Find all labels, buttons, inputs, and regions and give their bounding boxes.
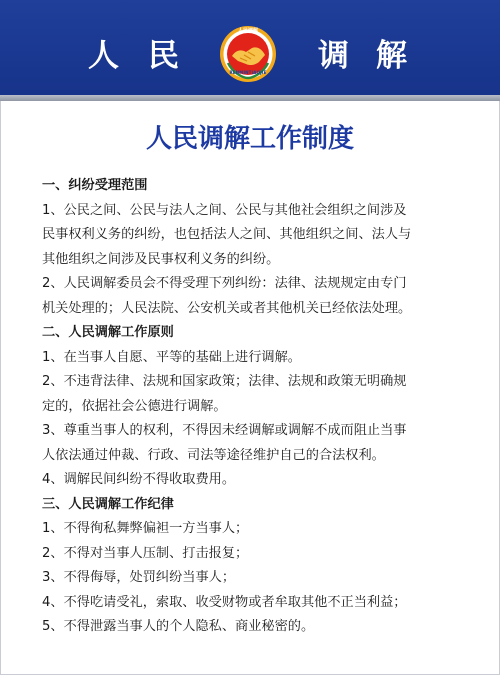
rule-line: 民事权利义务的纠纷，也包括法人之间、其他组织之间、法人与 (42, 227, 412, 242)
page-title: 人民调解工作制度 (145, 124, 354, 154)
header-divider (0, 95, 500, 101)
rule-line: 4、不得吃请受礼，索取、收受财物或者牟取其他不正当利益； (42, 594, 407, 610)
rule-line: 3、尊重当事人的权利，不得因未经调解或调解不成而阻止当事 (42, 423, 407, 438)
rule-line: 人依法通过仲裁、行政、司法等途径维护自己的合法权利。 (42, 447, 385, 463)
rule-line: 1、公民之间、公民与法人之间、公民与其他社会组织之间涉及 (42, 202, 407, 218)
rule-line: 3、不得侮辱，处罚纠纷当事人； (42, 570, 236, 585)
rule-line: 1、在当事人自愿、平等的基础上进行调解。 (42, 349, 301, 365)
rule-line: 1、不得徇私舞弊偏袒一方当事人； (42, 521, 249, 536)
rule-line: 机关处理的；人民法院、公安机关或者其他机关已经依法处理。 (42, 300, 412, 316)
rule-line: 2、不违背法律、法规和国家政策；法律、法规和政策无明确规 (42, 374, 407, 389)
rule-line: 定的，依据社会公德进行调解。 (42, 398, 227, 414)
rule-line: 4、调解民间纠纷不得收取费用。 (42, 472, 236, 487)
header-char: 调 (318, 38, 349, 74)
header-band (0, 0, 500, 95)
section-heading: 二、人民调解工作原则 (42, 325, 174, 340)
section-heading: 三、人民调解工作纪律 (42, 496, 174, 512)
header-char: 解 (376, 38, 407, 74)
rule-line: 其他组织之间涉及民事权利义务的纠纷。 (42, 251, 280, 267)
header-char: 民 (148, 38, 179, 74)
header-char: 人 (88, 38, 119, 74)
section-heading: 一、纠纷受理范围 (42, 178, 148, 193)
rule-line: 2、人民调解委员会不得受理下列纠纷：法律、法规规定由专门 (42, 276, 407, 291)
rule-line: 2、不得对当事人压制、打击报复； (42, 545, 249, 561)
rule-line: 5、不得泄露当事人的个人隐私、商业秘密的。 (42, 619, 315, 634)
rules-body (42, 174, 472, 640)
emblem-top-text: 人民调解 (237, 28, 258, 34)
emblem-bottom-text: RENMINTIAOJIE (229, 70, 267, 75)
